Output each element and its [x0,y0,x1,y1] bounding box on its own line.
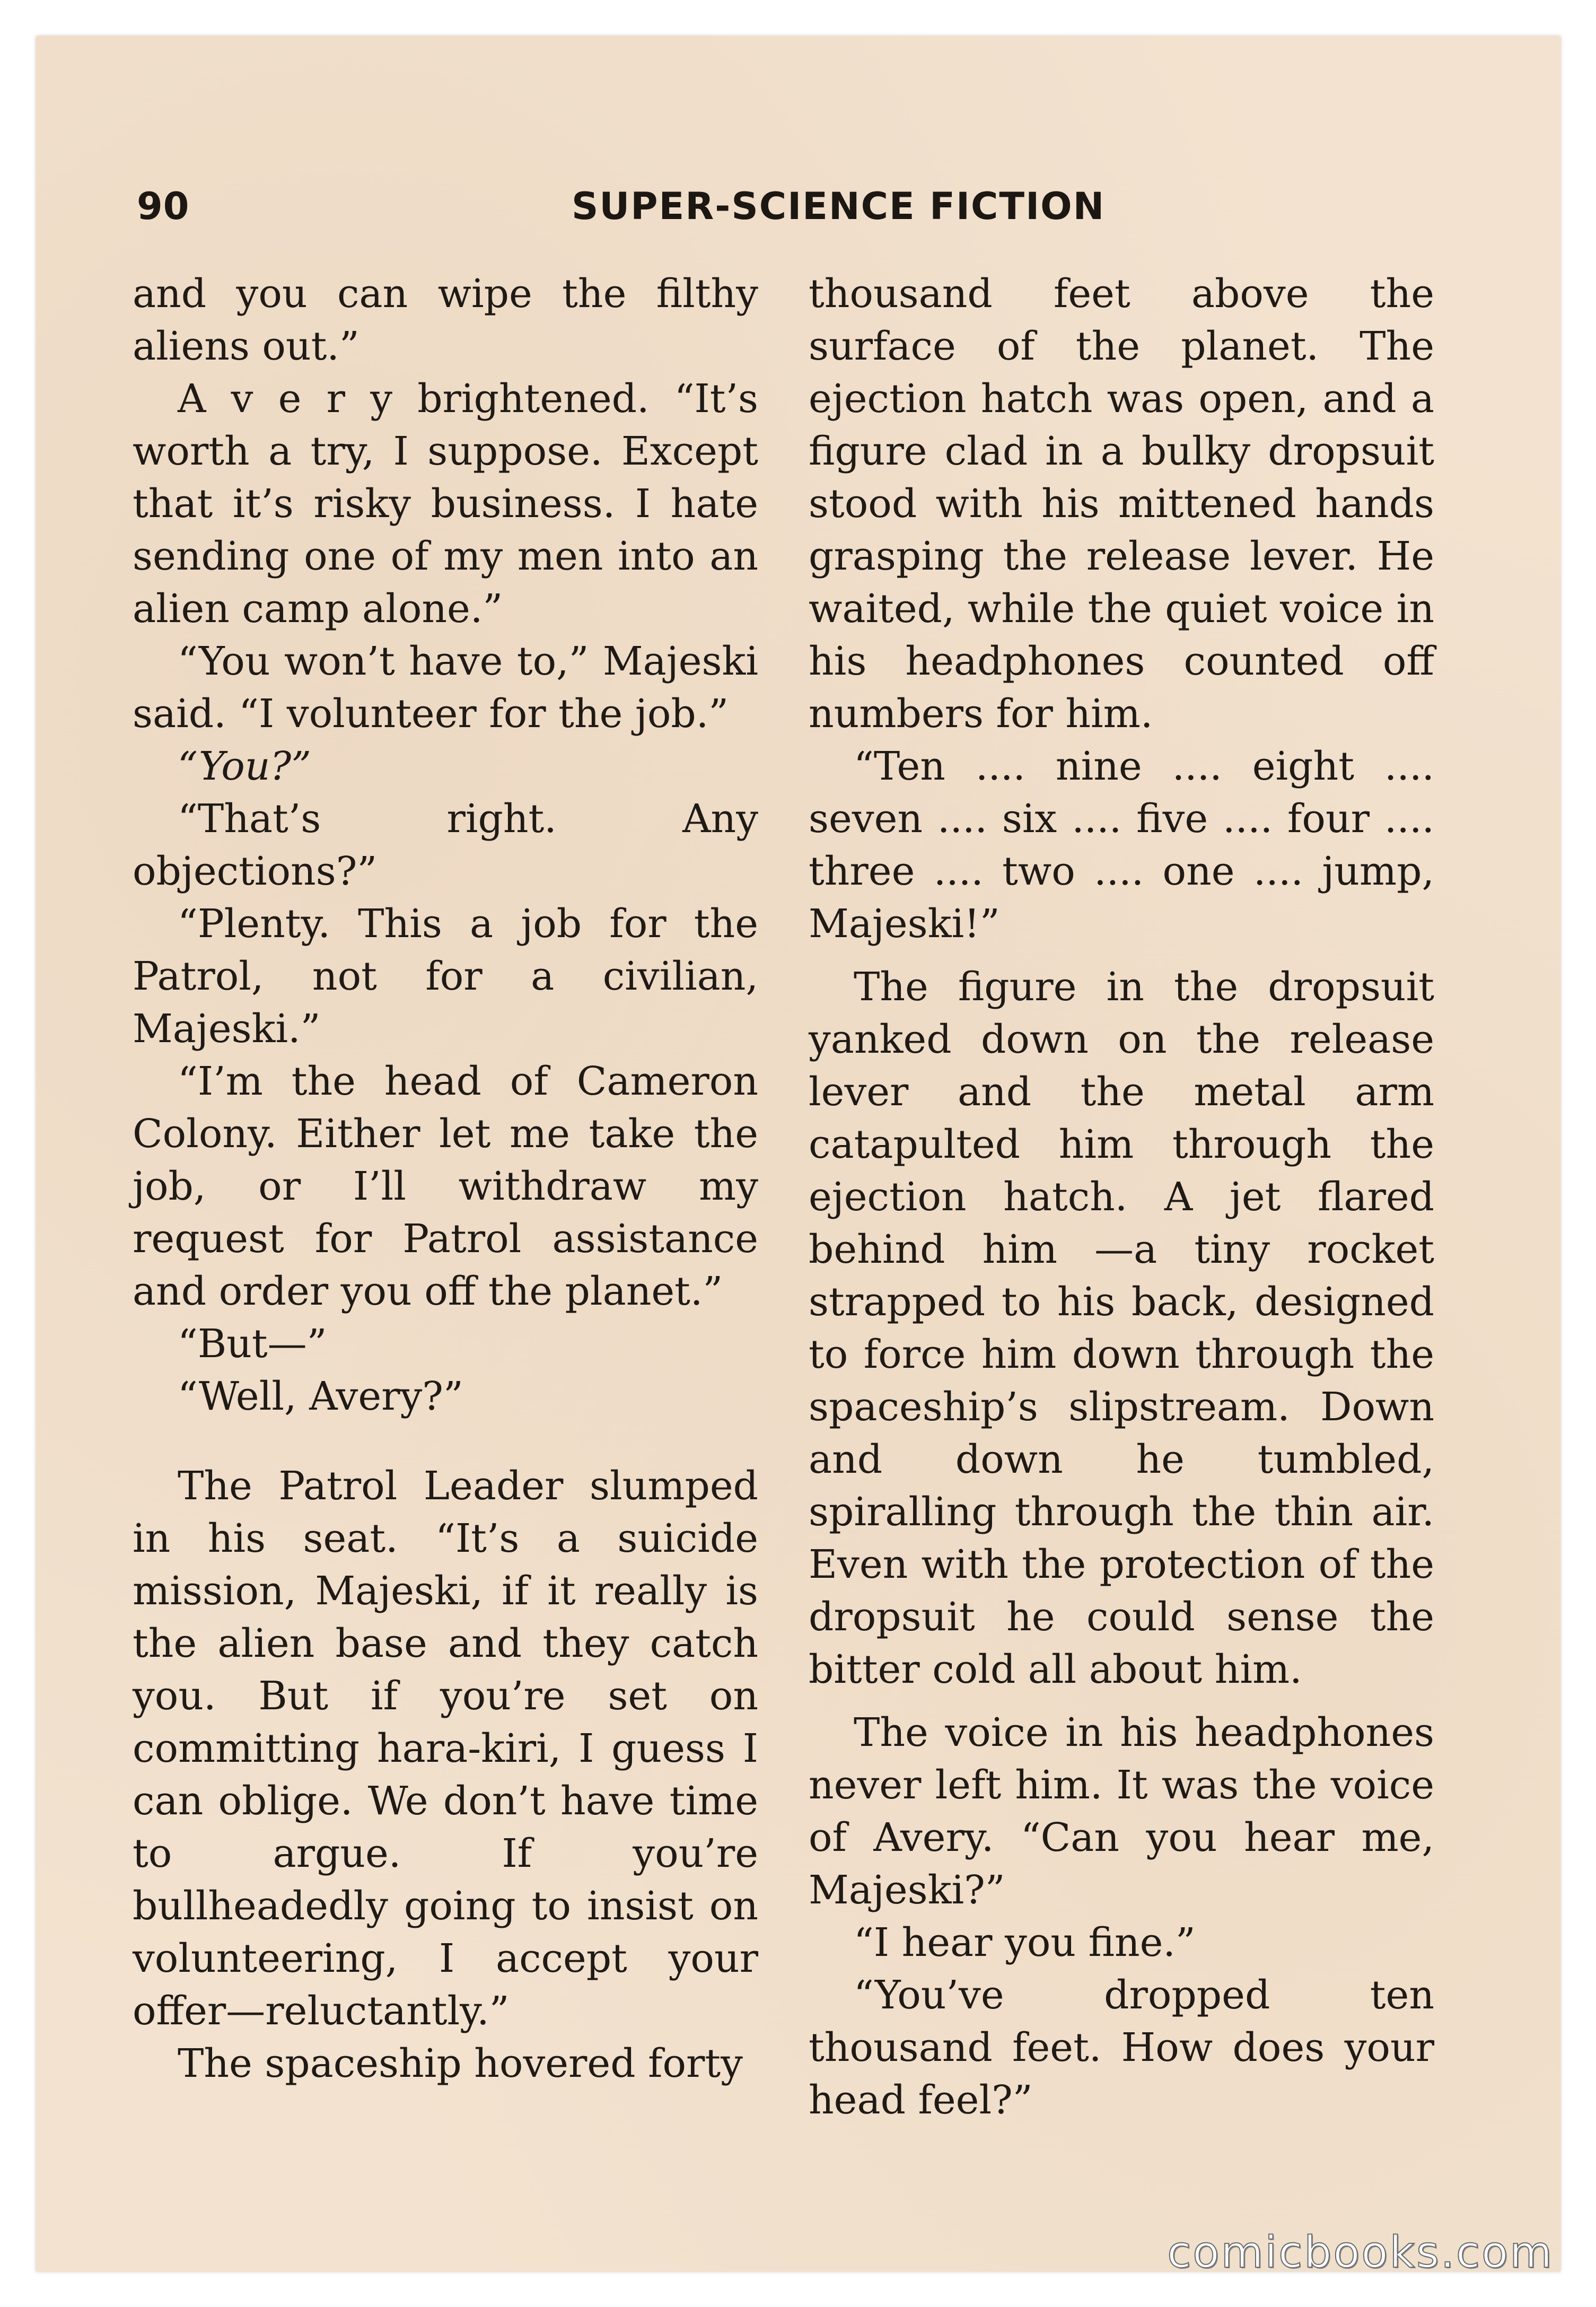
page-number: 90 [137,185,190,228]
paragraph: “Ten .... nine .... eight .... seven .... six .... five .... four .... three .... two .... one .... jump, Majeski!” [809,744,1434,947]
paragraph: The figure in the dropsuit yanked down on the release lever and the metal arm catapulted him through the ejection hatch. A jet flared behind him —a tiny rocket strapped to his back, designed to force him down through the spaceship’s slipstream. Down and down he tumbled, spiralling through the thin air. Even with the protection of the dropsuit he could sense the bitter cold all about him. [809,964,1434,1692]
paragraph: “But—” [178,1321,327,1367]
paragraph: thousand feet above the surface of the planet. The ejection hatch was open, and a figure clad in a bulky dropsuit stood with his mittened hands grasping the release lever. He waited, while the quiet voice in his headphones counted off numbers for him. [809,271,1434,737]
paragraph: “I hear you fine.” [854,1920,1196,1965]
paragraph: “Plenty. This a job for the Patrol, not for a civilian, Majeski.” [133,901,758,1052]
paragraph: “Well, Avery?” [178,1374,463,1419]
paragraph: A v e r y brightened. “It’s worth a try, I suppose. Except that it’s risky business. I hate sending one of my men into an alien camp alone.” [133,376,758,632]
paragraph: The voice in his headphones never left him. It was the voice of Avery. “Can you hear me, Majeski?” [809,1710,1434,1913]
watermark-text: comicbooks.com [1167,2227,1554,2278]
left-text-column [133,268,758,2090]
paragraph: “You won’t have to,” Majeski said. “I volunteer for the job.” [133,639,758,737]
page-header [137,185,1563,248]
paragraph: “You’ve dropped ten thousand feet. How does your head feel?” [809,1972,1434,2123]
right-text-column [809,268,1434,2127]
paragraph: The spaceship hovered forty [178,2041,743,2086]
paragraph: and you can wipe the filthy aliens out.” [133,271,758,369]
running-title: SUPER-SCIENCE FICTION [572,185,1106,228]
paragraph: “I’m the head of Cameron Colony. Either let me take the job, or I’ll withdraw my request for Patrol assistance and order you off the planet.” [133,1059,758,1314]
paragraph: The Patrol Leader slumped in his seat. “It’s a suicide mission, Majeski, if it really is the alien base and they catch you. But if you’re set on committing hara-kiri, I guess I can oblige. We don’t have time to argue. If you’re bullheadedly going to insist on volunteering, I accept your offer—reluctantly.” [133,1463,758,2034]
paragraph: “That’s right. Any objections?” [133,796,758,894]
paragraph: “You?” [178,744,312,789]
